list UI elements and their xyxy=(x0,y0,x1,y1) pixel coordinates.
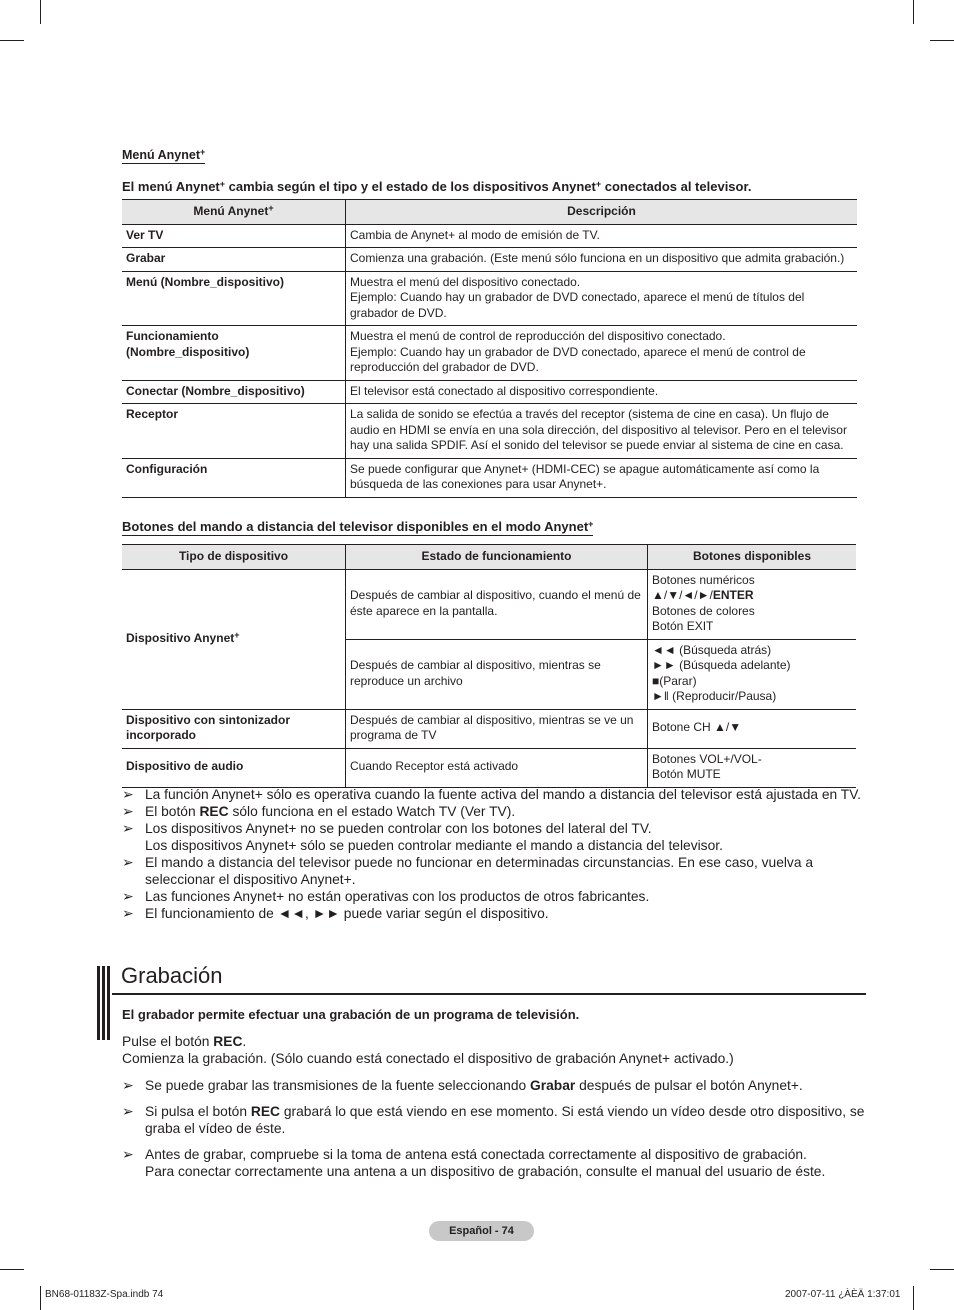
table-header: Tipo de dispositivo xyxy=(122,545,346,570)
state-cell: Cuando Receptor está activado xyxy=(346,748,648,787)
arrow-icon: ➢ xyxy=(122,855,134,870)
crop-mark xyxy=(40,0,41,24)
note-item: ➢ Los dispositivos Anynet+ no se pueden controlar con los botones del lateral del TV. Los dispositivos Anynet+ sólo se pueden controlar mediante el mando a distancia del televisor. xyxy=(122,821,723,853)
grabacion-subtitle: El grabador permite efectuar una grabación de un programa de televisión. xyxy=(122,1007,580,1022)
note-item: ➢ Si pulsa el botón REC grabará lo que está viendo en ese momento. Si está viendo un vídeo desde otro dispositivo, se graba el vídeo de éste. xyxy=(122,1104,865,1136)
arrow-icon: ➢ xyxy=(122,787,134,802)
menu-cell: Ver TV xyxy=(122,224,346,248)
device-cell: Dispositivo con sintonizador incorporado xyxy=(122,709,346,748)
section-heading-anynet-menu: Menú Anynet+ xyxy=(122,147,206,162)
table-row xyxy=(122,271,857,326)
table-header: Menú Anynet+ xyxy=(122,200,346,225)
crop-mark xyxy=(913,1286,914,1310)
table-row xyxy=(122,326,857,381)
state-cell: Después de cambiar al dispositivo, mientras se reproduce un archivo xyxy=(346,639,648,709)
arrow-icon: ➢ xyxy=(122,1078,134,1093)
note-item: ➢ El mando a distancia del televisor puede no funcionar en determinadas circunstancias. En ese caso, vuelva a seleccionar el dispositivo Anynet+. xyxy=(122,855,814,887)
note-item: ➢ Las funciones Anynet+ no están operativas con los productos de otros fabricantes. xyxy=(122,889,650,904)
crop-mark xyxy=(0,40,24,41)
crop-mark xyxy=(930,40,954,41)
arrow-icon: ➢ xyxy=(122,889,134,904)
desc-cell: Comienza una grabación. (Este menú sólo funciona en un dispositivo que admita grabación.) xyxy=(346,248,858,272)
buttons-cell: Botone CH ▲/▼ xyxy=(648,709,857,748)
section-intro: El menú Anynet+ cambia según el tipo y el estado de los dispositivos Anynet+ conectados al televisor. xyxy=(122,179,752,194)
crop-mark xyxy=(930,1269,954,1270)
footer-date: 2007-07-11 ¿ÀÈÄ 1:37:01 xyxy=(785,1289,901,1300)
crop-mark xyxy=(913,0,914,24)
notes-list xyxy=(122,786,867,922)
table-row xyxy=(122,709,856,748)
arrow-icon: ➢ xyxy=(122,804,134,819)
buttons-cell: ◄◄ (Búsqueda atrás) ►► (Búsqueda adelante) ■(Parar) ►‖ (Reproducir/Pausa) xyxy=(648,639,857,709)
table-header: Estado de funcionamiento xyxy=(346,545,648,570)
arrow-icon: ➢ xyxy=(122,821,134,836)
note-item: ➢ El funcionamiento de ◄◄, ►► puede variar según el dispositivo. xyxy=(122,906,549,921)
note-item: ➢ Se puede grabar las transmisiones de la fuente seleccionando Grabar después de pulsar el botón Anynet+. xyxy=(122,1078,803,1093)
footer-file: BN68-01183Z-Spa.indb 74 xyxy=(45,1289,164,1300)
note-item: ➢ El botón REC sólo funciona en el estado Watch TV (Ver TV). xyxy=(122,804,516,819)
grabacion-paragraph: Pulse el botón REC. Comienza la grabación. (Sólo cuando está conectado el dispositivo de grabación Anynet+ activado.) xyxy=(122,1034,734,1066)
section-side-bar xyxy=(107,966,110,1040)
table-row xyxy=(122,224,857,248)
desc-cell: Muestra el menú del dispositivo conectado. Ejemplo: Cuando hay un grabador de DVD conectado, aparece el menú de títulos del grabador de DVD. xyxy=(346,271,858,326)
crop-mark xyxy=(40,1286,41,1310)
table-row xyxy=(122,569,856,639)
menu-cell: Receptor xyxy=(122,404,346,459)
menu-cell: Conectar (Nombre_dispositivo) xyxy=(122,380,346,404)
desc-cell: Se puede configurar que Anynet+ (HDMI-CEC) se apague automáticamente así como la búsqueda de las conexiones para usar Anynet+. xyxy=(346,458,858,497)
desc-cell: El televisor está conectado al dispositivo correspondiente. xyxy=(346,380,858,404)
table-header: Botones disponibles xyxy=(648,545,857,570)
buttons-cell: Botones VOL+/VOL- Botón MUTE xyxy=(648,748,857,787)
state-cell: Después de cambiar al dispositivo, mientras se ve un programa de TV xyxy=(346,709,648,748)
grabacion-title: Grabación xyxy=(121,963,223,988)
desc-cell: Muestra el menú de control de reproducción del dispositivo conectado. Ejemplo: Cuando hay un grabador de DVD conectado, aparece el menú de control de reproducción del grabador de DVD. xyxy=(346,326,858,381)
arrow-icon: ➢ xyxy=(122,1104,134,1119)
table-row xyxy=(122,248,857,272)
section-side-bar xyxy=(97,966,100,1040)
table-header: Descripción xyxy=(346,200,858,225)
grabacion-notes-list xyxy=(122,1077,867,1180)
state-cell: Después de cambiar al dispositivo, cuando el menú de éste aparece en la pantalla. xyxy=(346,569,648,639)
arrow-icon: ➢ xyxy=(122,1147,134,1162)
buttons-cell: Botones numéricos ▲/▼/◄/►/ENTER Botones de colores Botón EXIT xyxy=(648,569,857,639)
title-rule xyxy=(112,993,866,995)
table-row xyxy=(122,748,856,787)
desc-cell: Cambia de Anynet+ al modo de emisión de TV. xyxy=(346,224,858,248)
page-number-badge: Español - 74 xyxy=(429,1221,534,1241)
device-cell: Dispositivo Anynet+ xyxy=(122,569,346,709)
desc-cell: La salida de sonido se efectúa a través del receptor (sistema de cine en casa). Un flujo de audio en HDMI se envía en una sola dirección, del dispositivo al televisor. Pero en el televisor hay una salida SPDIF. Así el sonido del televisor se puede enviar al sistema de cine en casa. xyxy=(346,404,858,459)
arrow-icon: ➢ xyxy=(122,906,134,921)
crop-mark xyxy=(0,1269,24,1270)
section-heading-remote-buttons: Botones del mando a distancia del televisor disponibles en el modo Anynet+ xyxy=(122,519,594,534)
section-side-bar xyxy=(102,966,105,1040)
menu-cell: Funcionamiento (Nombre_dispositivo) xyxy=(122,326,346,381)
note-item: ➢ La función Anynet+ sólo es operativa cuando la fuente activa del mando a distancia del televisor está ajustada en TV. xyxy=(122,787,862,802)
note-item: ➢ Antes de grabar, compruebe si la toma de antena está conectada correctamente al dispositivo de grabación. Para conectar correctamente una antena a un dispositivo de grabación, consulte el manual del usuario de éste. xyxy=(122,1147,826,1179)
device-cell: Dispositivo de audio xyxy=(122,748,346,787)
table-row xyxy=(122,458,857,497)
menu-cell: Menú (Nombre_dispositivo) xyxy=(122,271,346,326)
table-row xyxy=(122,404,857,459)
remote-buttons-table xyxy=(122,544,856,788)
menu-cell: Grabar xyxy=(122,248,346,272)
anynet-menu-table xyxy=(122,199,857,498)
menu-cell: Configuración xyxy=(122,458,346,497)
table-row xyxy=(122,380,857,404)
